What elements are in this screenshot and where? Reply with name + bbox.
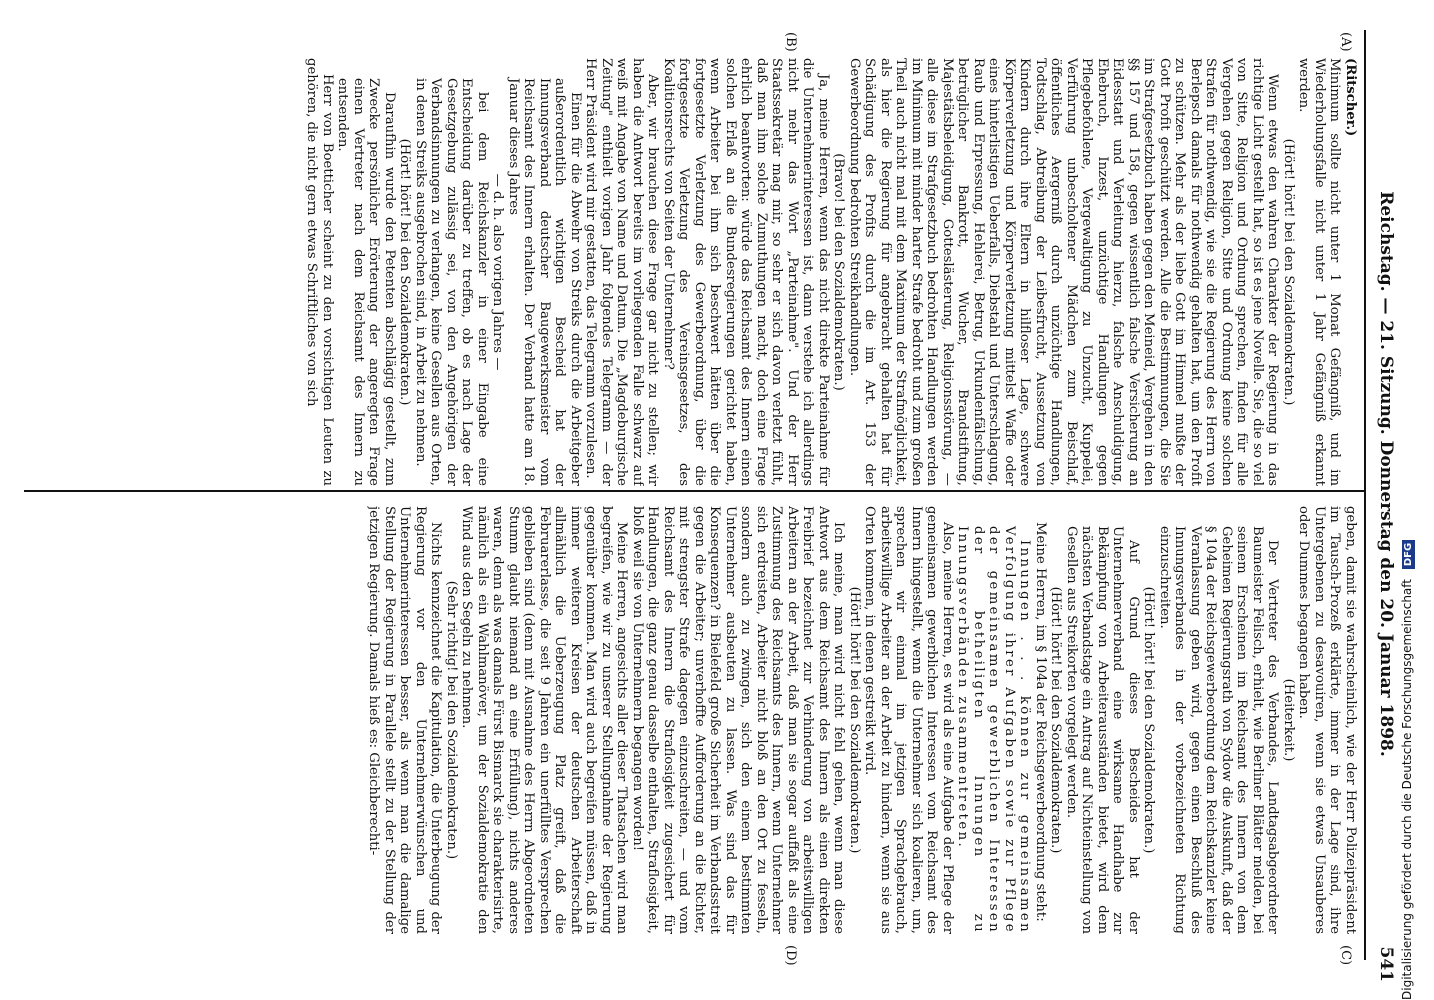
margin-mark-d: (D) bbox=[783, 945, 798, 966]
margin-mark-b: (B) bbox=[783, 32, 798, 52]
interjection: (Hört! hört! bei den Sozialdemokraten.) bbox=[847, 586, 862, 854]
column-divider bbox=[24, 490, 1364, 492]
interjection: (Sehr richtig! bei den Sozialdemokraten.) bbox=[444, 580, 459, 860]
paragraph: Also, meine Herren, es wird als eine Aufgabe der Pflege der gemeinsamen gewerblichen Interessen vom Reichsamt des Innern hingestellt, wenn die Unternehmer sich koalieren, um, sprechen wir einmal im jetzigen Sprachgebrauch, arbeitswillige Arbeiter an der Arbeit zu hindern, wenn sie aus Orten kommen, in denen gestreikt wird. bbox=[862, 506, 955, 934]
interjection: (Hört! hört! bei den Sozialdemokraten.) bbox=[1281, 138, 1296, 406]
scanned-page bbox=[10, 0, 1410, 1000]
paragraph: Wenn etwas den wahren Charakter der Regierung in das richtige Licht gestellt hat, so ist es jene Novelle. Sie, die so viel von Sitte, Religion und Ordnung sprechen, finden für alle Vergehen gegen Religion, Sitte und Ordnung keine solchen Strafen für nothwendig, wie sie die Regierung des Herrn von Berlepsch damals für nothwendig gehalten hat, um den Profit zu schützen. Mehr als der liebe Gott im Himmel mußte der Gott Profit geschützt werden. Alle die Bestimmungen, die Sie im Strafgesetzbuch haben gegen den Meineid, Vergehen in den §§ 157 und 158, gegen wissentlich falsche Versicherung an Eidesstatt und Verleitung hierzu, falsche Anschuldigung, Ehebruch, Inzest, unzüchtige Handlungen gegen Pflegebefohlene, Vergewaltigung zu Unzucht, Kuppelei, Verführung unbescholtener Mädchen zum Beischlaf, öffentliches Aergerniß durch unzüchtige Handlungen, Todtschlag, Abtreibung der Leibesfrucht, Aussetzung von Kindern durch ihre Eltern in hilfloser Lage, schwere Körperverletzung und Körperverletzung mittelst Waffe oder eines hinterlistigen Ueberfalls, Diebstahl und Unterschlagung, Raub und Erpressung, Hehlerei, Betrug, Urkundenfälschung, betrüglicher Bankrott, Wucher, Brandstiftung, Majestätsbeleidigung, Gotteslästerung, Religionsstörung, — alle diese im Strafgesetzbuch bedrohten Handlungen werden im Minimum mit minder harter Strafe bedroht und zum großen Theil auch nicht mal mit dem Maximum der Strafmöglichkeit, als hier die Regierung für angebracht gehalten hat für Schädigung des Profits durch die im Art. 153 der Gewerbeordnung bedrohten Streikhandlungen. bbox=[847, 58, 1281, 486]
page-title: Reichstag. — 21. Sitzung. Donnerstag den 20. Januar 1898. bbox=[1376, 191, 1396, 757]
page-header bbox=[1366, 24, 1400, 984]
quote-paragraph: Einen für die Abwehr von Streiks durch die Arbeitgeber außerordentlich wichtigen Bescheid hat der Innungsverband deutscher Baugewerksmeister vom Reichsamt des Innern erhalten. Der Verband hatte am 18. Januar dieses Jahres bbox=[506, 78, 583, 486]
quote-paragraph: Auf Grund dieses Bescheides hat der Unternehmerverband eine wirksame Handhabe zur Bekämpfung von Arbeiterausständen bietet, wird dem nächsten Verbandstage ein Antrag auf Nichteinstellung von Gesellen aus Streikorten vorgelegt werden. bbox=[1064, 526, 1141, 934]
interjection: (Hört! hört! bei den Sozialdemokraten.) bbox=[1048, 586, 1064, 854]
header-rule bbox=[1364, 30, 1366, 960]
paragraph: Herr von Boetticher scheint zu den vorsichtigen Leuten zu gehören, die nicht gern etwas Schriftliches von sich bbox=[304, 58, 335, 486]
credit-text: Digitalisierung gefördert durch die Deutsche Forschungsgemeinschaft bbox=[1400, 578, 1414, 1000]
interjection: (Heiterkeit.) bbox=[1281, 678, 1296, 762]
quote-paragraph: Der Vertreter des Verbandes, Landtagsabgeordneter Baumeister Felisch, erhielt, wie Berliner Blätter melden, bei seinem Erscheinen im Reichsamt des Innern von dem Geheimen Regierungsrath von Sydow die Auskunft, daß der § 104a der Reichsgewerbeordnung dem Reichskanzler keine Veranlassung geben wird, gegen einen Beschluß des Innungsverbandes in der vorbezeichneten Richtung einzuschreiten. bbox=[1157, 526, 1281, 934]
interjection: (Bravo! bei den Sozialdemokraten.) bbox=[831, 153, 847, 391]
paragraph: Meine Herren, angesichts aller dieser Thatsachen wird man begreifen, wie wir zu unserer Stellungnahme der Regierung gegenüber kommen. Man wird auch begreifen müssen, daß in immer weiteren Kreisen der deutschen Arbeiterschaft allmählich die Ueberzeugung Platz greift, daß die Februarerlasse, die seit 9 Jahren ein unerfülltes Versprechen geblieben sind (denn mit Ausnahme des Herrn Abgeordneten Stumm glaubt niemand an eine Erfüllung), nichts anderes waren, denn als was damals Fürst Bismarck sie charakterisirte, nämlich als ein Wahlmanöver, um der Sozialdemokratie den Wind aus den Segeln zu nehmen. bbox=[459, 506, 630, 934]
quote-paragraph: Innungen . . . können zur gemeinsamen Verfolgung ihrer Aufgaben sowie zur Pflege der gemeinsamen gewerblichen Interessen der betheiligten Innungen zu Innungsverbänden zusammentreten. bbox=[955, 526, 1033, 934]
paragraph: Ja, meine Herren, wenn das nicht direkte Parteinahme für die Unternehmerinteressen ist, dann verstehe ich allerdings nicht mehr das Wort „Parteinahme". Und der Herr Staatssekretär mag mir, so sehr er sich davon verletzt fühlt, daß man ihm solche Zumuthungen macht, doch eine Frage ehrlich beantworten: würde das Reichsamt des Innern einen solchen Erlaß an die Bundesregierungen gerichtet haben, wenn Arbeiter bei ihm sich beschwert hätten über die fortgesetzte Verletzung des Gewerbeordnung, über die fortgesetzte Verletzung des Vereinsgesetzes, des Koalitionsrechts von Seiten der Unternehmer? bbox=[661, 58, 831, 486]
margin-mark-a: (A) bbox=[1338, 32, 1353, 52]
quote-paragraph: Daraufhin wurde den Petenten abschlägig gestellt, zum Zwecke persönlicher Erörterung der angeregten Frage einen Vertreter nach dem Reichsamt des Innern zu entsenden. bbox=[335, 78, 397, 486]
speaker-label: (Ritscher.) bbox=[1343, 58, 1358, 137]
quote-paragraph: bei dem Reichskanzler in einer Eingabe eine Entscheidung darüber zu treffen, ob es nach Lage der Gesetzgebung zulässig sei, von den Angehörigen der Verbandsinnungen zu verlangen, keine Gesellen aus Orten, in denen Streiks ausgebrochen sind, in Arbeit zu nehmen. bbox=[413, 78, 490, 486]
paragraph: Meine Herren, im § 104a der Reichsgewerbeordnung steht: bbox=[1033, 522, 1048, 922]
interjection: (Hört! hört! bei den Sozialdemokraten.) bbox=[1141, 586, 1157, 854]
interjection: (Hört! hört! bei den Sozialdemokraten.) bbox=[397, 138, 413, 406]
paragraph: Aber, wir brauchen diese Frage gar nicht zu stellen; wir haben die Antwort bereits im vorliegenden Falle schwarz auf weiß mit Angabe von Name und Datum. Die „Magdeburgische Zeitung" enthielt vorigen Jahr folgendes Telegramm — der Herr Präsident wird mir gestatten, das Telegramm vorzulesen. bbox=[583, 58, 661, 486]
paragraph: Ich meine, man wird nicht fehl gehen, wenn man diese Antwort aus dem Reichsamt des Innern als einen direkten Freibrief bezeichnet zur Verhinderung von arbeitswilligen Arbeitern an der Arbeit, daß man sie sogar auffaßt als eine Zustimmung des Reichsamts des Innern, wenn Unternehmer sich erdreisten, Arbeiter nicht bloß an den Ort zu fesseln, sondern auch zu zwingen, sich den einem bestimmten Unternehmer ausbeuten zu lassen. Was sind das für Konsequenzen? in Bielefeld große Sicherheit im Verbandsstreit gegen die Arbeiter; unverhoffte Aufforderung an die Richter, mit strengster Strafe dagegen einzuschreiten, — und vom Reichsamt des Innern die Straflosigkeit zugesichert für Handlungen, die ganz genau dasselbe enthalten, Straflosigkeit, bloß weil sie von Unternehmern begangen worden! bbox=[630, 506, 847, 934]
page-number: 541 bbox=[1376, 946, 1396, 982]
paragraph: geben, damit sie wahrscheinlich, wie der Herr Polizeipräsident im Tausch-Prozeß erklärte, immer in der Lage sind, ihre Untergebenen zu desavouiren, wenn sie etwas Unsauberes oder Dummes begangen haben. bbox=[1296, 506, 1358, 934]
right-column bbox=[28, 506, 1358, 934]
paragraph: Nichts kennzeichnet die Kapitulation, die Unterbeugung der Regierung vor den Unternehmerwünschen und Unternehmerinteressen besser, als wenn man die damalige Stellung der Regierung in Parallele stellt zu der Stellung der jetzigen Regierung. Damals hieß es: Gleichberechti- bbox=[366, 506, 444, 934]
left-column bbox=[28, 58, 1358, 486]
digitization-credit bbox=[1400, 0, 1415, 1000]
dfg-logo: DFG bbox=[1402, 540, 1415, 569]
margin-mark-c: (C) bbox=[1338, 945, 1353, 966]
interjection: — d. h. also vorigen Jahres — bbox=[490, 173, 506, 371]
paragraph: Minimum sollte nicht unter 1 Monat Gefängniß, und im Wiederholungsfalle nicht unter 1 Jahr Gefängniß erkannt werden. bbox=[1296, 58, 1343, 486]
